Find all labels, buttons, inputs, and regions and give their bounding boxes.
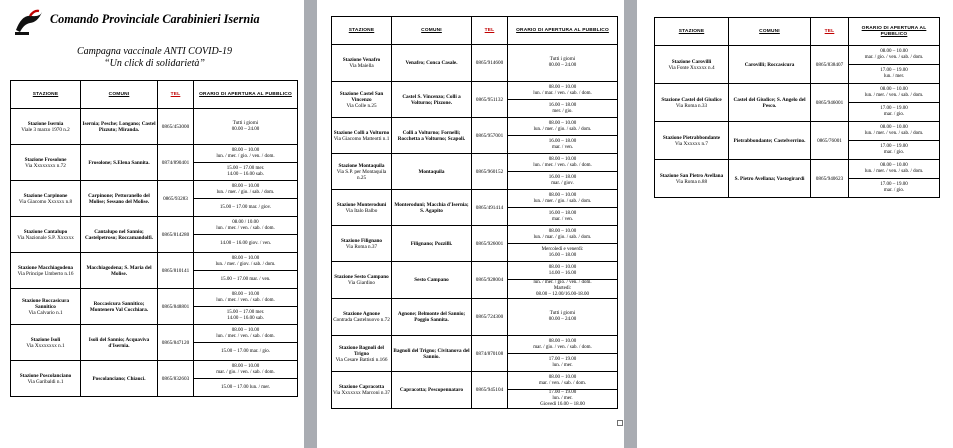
orario-cell — [508, 372, 618, 390]
orario-line: mar. / ven. / sab. / dom. — [539, 380, 586, 386]
station-address: Via Roma n.33 — [675, 102, 708, 109]
letterhead — [12, 8, 297, 72]
orario-cell — [194, 379, 298, 397]
table-row — [332, 226, 618, 244]
header-orario: ORARIO DI APERTURA AL PUBBLICO — [849, 18, 940, 46]
orario-line: 17.00 – 19.00 — [880, 106, 908, 111]
orario-cell — [194, 199, 298, 217]
station-name: Stazione Macchiagodena — [18, 264, 73, 271]
station-address: Via Maiella — [349, 63, 374, 69]
tel-cell: 0874/870108 — [472, 336, 508, 372]
station-name: Stazione Castel San Vincenzo — [339, 90, 384, 103]
orario-cell — [508, 244, 618, 262]
orario-cell — [508, 354, 618, 372]
table-row — [11, 145, 298, 163]
orario-line: lun. / mer. / ven. / sab. / dom. — [864, 93, 924, 98]
orario-cell — [508, 136, 618, 154]
station-name: Stazione Sesto Campano — [334, 274, 389, 280]
table-row — [332, 372, 618, 390]
campaign-title — [12, 46, 297, 70]
station-cell — [332, 82, 392, 118]
orario-line: lun. / mer. / gio. / sab. / dom. — [533, 126, 592, 132]
comuni-cell: Colli a Volturno; Fornelli; Rocchetta a Volturno; Scapoli. — [392, 118, 472, 154]
orario-cell — [849, 141, 940, 160]
comuni-cell: S. Pietro Avellana; Vastogirardi — [729, 160, 811, 198]
orario-line: mar. / gio. / ven. / sab. / dom. — [533, 344, 592, 350]
orario-line: mar. / gio. / ven. / sab. / dom. — [864, 55, 924, 60]
station-name: Stazione Agnone — [343, 311, 380, 317]
station-address: Via Roma n.37 — [345, 243, 378, 250]
orario-cell — [849, 160, 940, 179]
orario-line: Mercoledì e venerdì: — [541, 246, 584, 252]
table-row — [655, 84, 940, 103]
station-name: Stazione Poscolanciano — [19, 372, 72, 379]
table-row — [11, 217, 298, 235]
header-orario: ORARIO DI APERTURA AL PUBBLICO — [194, 81, 298, 109]
station-name: Stazione Montaquila — [338, 162, 385, 169]
orario-line: 14.00 – 16.00 — [548, 270, 577, 276]
orario-line: 08.00 – 10.00 — [548, 192, 577, 198]
comuni-cell: Capracotta; Pescopennataro — [392, 372, 472, 409]
station-cell — [332, 262, 392, 299]
tel-cell: 0865/491414 — [472, 190, 508, 226]
orario-line: 08.00 – 10.00 — [231, 183, 260, 189]
orario-line: 16.00 – 18.00 — [548, 102, 577, 108]
header-comuni: COMUNI — [729, 18, 811, 46]
orario-line: lun. / mer. — [552, 396, 573, 401]
tel-cell: 0865/940623 — [811, 160, 849, 198]
station-name: Stazione Cantalupo — [23, 228, 68, 235]
orario-cell — [508, 154, 618, 172]
table-row — [332, 190, 618, 208]
orario-line: 14.00 – 16.00 sab. — [227, 171, 264, 177]
tel-cell: 0865/847120 — [158, 325, 194, 361]
station-cell — [11, 109, 81, 145]
comuni-cell: Castel del Giudice; S. Angelo del Pesco. — [729, 84, 811, 122]
station-cell — [332, 154, 392, 190]
orario-line: 14.00 – 16.00 sab. — [227, 315, 264, 321]
orario-line: 08.00 – 10.00 — [231, 363, 260, 369]
orario-line: lun. / mar. / gio. / sab. / dom. — [533, 234, 592, 240]
station-name: Stazione Filignano — [340, 237, 383, 244]
campaign-line-2: “Un click di solidarietà” — [104, 58, 205, 69]
orario-line: lun. / mer. / gio. / ven. / dom. — [533, 280, 592, 285]
station-cell — [332, 372, 392, 409]
orario-cell — [849, 46, 940, 65]
station-address: Via Xxxxxx n.7 — [675, 140, 708, 147]
comuni-cell: Bagnoli del Trigno; Civitanova del Sannio. — [392, 336, 472, 372]
orario-line: lun. / mer. — [552, 362, 573, 368]
orario-cell — [508, 45, 618, 82]
document-page-1 — [0, 0, 304, 448]
tel-cell: 0865/960152 — [472, 154, 508, 190]
organization-title: Comando Provinciale Carabinieri Isernia — [50, 12, 260, 26]
header-tel: TEL — [158, 81, 194, 109]
comuni-cell: Montaquila — [392, 154, 472, 190]
orario-cell — [849, 122, 940, 141]
comuni-cell: Filignano; Pozzilli. — [392, 226, 472, 262]
station-address: Via Nazionale S.P. Xxxxxx — [17, 234, 74, 241]
station-name: Stazione Frosolone — [24, 156, 67, 163]
comuni-cell: Cantalupo nel Sannio; Castelpetroso; Roccamandolfi. — [81, 217, 158, 253]
station-name: Stazione Monteroduni — [336, 201, 387, 208]
document-page-2 — [317, 0, 624, 448]
header-orario: ORARIO DI APERTURA AL PUBBLICO — [508, 17, 618, 45]
orario-line: 15.00 – 17.00 lun. / mer. — [220, 384, 271, 390]
orario-cell — [508, 390, 618, 409]
orario-cell — [849, 179, 940, 198]
orario-cell — [508, 262, 618, 280]
station-cell — [332, 299, 392, 336]
orario-line: lun. / mer. — [883, 74, 905, 79]
station-name: Stazione Venafro — [342, 57, 381, 63]
orario-cell — [508, 82, 618, 100]
tel-cell: 0865/951132 — [472, 82, 508, 118]
station-address: Via Giardino — [348, 280, 375, 286]
orario-line: 15.00 – 17.00 mar. / gio. — [220, 348, 271, 354]
station-address: Contrada Castelnuovo n.72 — [333, 317, 390, 323]
station-name: Stazione San Pietro Avellana — [659, 172, 724, 179]
orario-cell — [508, 118, 618, 136]
orario-line: mar. / gio. / ven. / sab. / dom. — [216, 369, 275, 375]
station-name: Stazione Castel del Giudice — [661, 96, 722, 103]
table-row — [332, 154, 618, 172]
table-row — [655, 160, 940, 179]
station-cell — [655, 160, 729, 198]
station-cell — [11, 325, 81, 361]
station-cell — [11, 361, 81, 397]
orario-cell — [508, 336, 618, 354]
orario-line: lun. / mer. / gio. / ven. / dom. — [216, 153, 275, 159]
tel-cell: 0865/945104 — [472, 372, 508, 409]
orario-line: 00.00 – 24.00 — [548, 317, 577, 322]
orario-cell — [508, 299, 618, 336]
header-comuni: COMUNI — [392, 17, 472, 45]
station-name: Stazione Capracotta — [338, 384, 385, 390]
station-cell — [332, 118, 392, 154]
orario-line: mar. / gio. — [883, 188, 905, 193]
station-cell — [655, 122, 729, 160]
carabinieri-logo — [12, 8, 46, 38]
orario-cell — [849, 84, 940, 103]
tel-cell: 0865/926001 — [472, 226, 508, 262]
table-resize-handle[interactable] — [617, 420, 623, 426]
orario-cell — [194, 163, 298, 181]
tel-cell: 0865/453000 — [158, 109, 194, 145]
orario-cell — [508, 172, 618, 190]
orario-cell — [508, 190, 618, 208]
tel-cell: 0865/946001 — [811, 84, 849, 122]
table-row — [332, 118, 618, 136]
table-row — [11, 289, 298, 307]
station-address: Via Giacomo Matteotti n.1 — [333, 135, 390, 142]
orario-line: lun. / mer. / giov. / sab. / dom. — [215, 261, 276, 267]
orario-line: 15.00 – 17.00 mar. / ven. — [220, 276, 271, 282]
orario-cell — [849, 65, 940, 84]
station-name: Stazione Colli a Volturno — [333, 129, 390, 136]
orario-line: Tutti i giorni — [549, 57, 576, 62]
header-stazione: STAZIONE — [11, 81, 81, 109]
tel-cell: 0865/76001 — [811, 122, 849, 160]
station-address: Via Principe Umberto n.16 — [17, 270, 74, 277]
orario-line: 16.00 – 18.00 — [548, 174, 577, 180]
orario-line: lun. / mer. / ven. / sab. / dom. — [216, 297, 275, 303]
comuni-cell: Frosolone; S.Elena Sannita. — [81, 145, 158, 181]
station-cell — [332, 45, 392, 82]
station-address: Via Calvario n.1 — [28, 309, 63, 316]
orario-line: lun. / mer. / ven. / sab. / dom. — [216, 333, 275, 339]
station-address: Via Xxxxxxx Marconi n.37 — [332, 390, 391, 396]
station-cell — [332, 226, 392, 262]
tel-cell: 0865/814280 — [158, 217, 194, 253]
comuni-cell: Venafro; Conca Casale. — [392, 45, 472, 82]
table-row — [655, 122, 940, 141]
table-row — [11, 181, 298, 199]
comuni-cell: Carpinone; Pettoranello del Molise; Sessano del Molise. — [81, 181, 158, 217]
orario-cell — [194, 343, 298, 361]
orario-line: 08.00 – 10.00 — [548, 374, 577, 380]
station-cell — [332, 190, 392, 226]
orario-cell — [508, 100, 618, 118]
orario-line: 00.00 – 24.00 — [548, 63, 577, 68]
table-row — [655, 46, 940, 65]
table-row — [11, 361, 298, 379]
comuni-cell: Poscolanciano; Chiauci. — [81, 361, 158, 397]
orario-cell — [194, 145, 298, 163]
stations-table-page-2 — [331, 16, 618, 409]
orario-line: 16.00 – 18.00 — [548, 138, 577, 144]
orario-line: mar. / gio. — [883, 150, 905, 155]
tel-cell: 0865/724300 — [472, 299, 508, 336]
station-address: Via Xxxxxxxx n.72 — [25, 162, 66, 169]
orario-line: 16.00 – 18.00 — [548, 210, 577, 216]
station-name: Stazione Carovilli — [671, 58, 712, 65]
orario-line: mar. / ven. — [551, 144, 574, 150]
orario-line: 17.00 – 19.00 — [548, 356, 577, 362]
tel-cell: 0865/838407 — [811, 46, 849, 84]
tel-cell: 0865/928004 — [472, 262, 508, 299]
comuni-cell: Monteroduni; Macchia d'Isernia; S. Agapito — [392, 190, 472, 226]
orario-line: 08.00 – 10.00 — [548, 156, 577, 162]
orario-cell — [194, 109, 298, 145]
tel-cell: 0865/93283 — [158, 181, 194, 217]
table-row — [332, 299, 618, 336]
orario-line: Giovedì 16.00 – 18.00 — [540, 402, 585, 407]
orario-cell — [194, 217, 298, 235]
comuni-cell: Macchiagodena; S. Maria del Molise. — [81, 253, 158, 289]
orario-cell — [194, 181, 298, 199]
orario-line: 08.00 – 10.00 — [231, 327, 260, 333]
orario-line: Tutti i giorni — [232, 120, 259, 126]
orario-line: 08.00 – 10.00 — [548, 264, 577, 270]
orario-line: 17.00 – 19.00 — [548, 390, 577, 395]
orario-cell — [194, 307, 298, 325]
station-cell — [11, 253, 81, 289]
orario-line: 08.00 – 10.00 — [231, 291, 260, 297]
orario-line: 08.00 – 10.00 — [548, 338, 577, 344]
table-row — [332, 262, 618, 280]
header-stazione: STAZIONE — [332, 17, 392, 45]
table-row — [332, 336, 618, 354]
campaign-line-1: Campagna vaccinale ANTI COVID-19 — [76, 46, 233, 57]
orario-line: lun. / mer. / ven. / sab. / dom. — [864, 169, 924, 174]
tel-cell: 0865/914600 — [472, 45, 508, 82]
orario-cell — [849, 103, 940, 122]
tel-cell: 0865/848801 — [158, 289, 194, 325]
comuni-cell: Isoli del Sannio; Acquaviva d'Isernia. — [81, 325, 158, 361]
station-address: Viale 3 marzo 1970 n.2 — [21, 126, 70, 133]
table-row — [332, 82, 618, 100]
tel-cell: 0865/810141 — [158, 253, 194, 289]
station-name: Stazione Roccasicura Sannitico — [21, 297, 70, 310]
station-address: Via Fonte Xxxxxx n.4 — [668, 64, 715, 71]
orario-cell — [508, 280, 618, 299]
comuni-cell: Castel S. Vincenzo; Colli a Volturno; Pizzone. — [392, 82, 472, 118]
table-row — [11, 325, 298, 343]
orario-line: 08.00 / 10.00 — [232, 219, 259, 225]
orario-cell — [194, 253, 298, 271]
comuni-cell: Pietrabbondante; Castelverrino. — [729, 122, 811, 160]
orario-line: lun. / mer. / gio. / sab. / dom. — [533, 198, 592, 204]
orario-line: 08.00 – 10.00 — [880, 87, 908, 92]
orario-line: lun. / mer. / ven. / sab. / dom. — [216, 225, 275, 231]
comuni-cell: Roccasicura Sannitico; Montenero Val Cocchiara. — [81, 289, 158, 325]
orario-cell — [194, 325, 298, 343]
orario-line: 08.00 – 10.00 — [231, 255, 260, 261]
orario-line: 08.00 – 10.00 — [548, 120, 577, 126]
station-address: Via Colle n.25 — [346, 102, 377, 109]
station-name: Stazione Carpinone — [23, 192, 68, 199]
document-page-3 — [637, 0, 953, 448]
station-cell — [11, 289, 81, 325]
stations-table-page-3 — [654, 17, 940, 198]
orario-cell — [194, 289, 298, 307]
orario-line: mar. / ven. — [551, 216, 574, 222]
orario-line: 08.00 – 10.00 — [548, 84, 577, 90]
comuni-cell: Isernia; Pesche; Longano; Castel Pizzuto; Miranda. — [81, 109, 158, 145]
orario-line: 08.00 – 12.00/16.00-18.00 — [535, 292, 590, 297]
orario-line: 08.00 – 10.00 — [231, 147, 260, 153]
orario-line: 15.00 – 17.00 mar. / giov. — [219, 204, 272, 210]
table-row — [11, 253, 298, 271]
orario-line: lun. / mer. / gio. / sab. / dom. — [216, 189, 275, 195]
orario-line: 08.00 – 10.00 — [880, 49, 908, 54]
tel-cell: 0874/890401 — [158, 145, 194, 181]
orario-line: 08.00 – 10.00 — [548, 228, 577, 234]
station-address: Via Roma n.88 — [675, 178, 708, 185]
orario-line: 00.00 – 24.00 — [231, 126, 260, 132]
station-cell — [11, 181, 81, 217]
station-address: Via Garibaldi n.1 — [27, 378, 64, 385]
station-cell — [11, 145, 81, 181]
orario-cell — [508, 208, 618, 226]
orario-line: 17.00 – 19.00 — [880, 182, 908, 187]
station-cell — [332, 336, 392, 372]
station-address: Via Xxxxxxxx n.1 — [26, 342, 65, 349]
table-row — [11, 109, 298, 145]
orario-line: lun. / mer. / ven. / sab. / dom. — [533, 162, 592, 168]
orario-line: 08.00 – 10.00 — [880, 125, 908, 130]
header-comuni: COMUNI — [81, 81, 158, 109]
station-name: Stazione Pietrabbondante — [662, 134, 721, 141]
orario-line: 17.00 – 19.00 — [880, 144, 908, 149]
stations-table-page-1 — [10, 80, 298, 397]
station-cell — [655, 84, 729, 122]
orario-cell — [508, 226, 618, 244]
orario-line: lun. / mar. / ven. / sab. / dom. — [533, 90, 592, 96]
orario-cell — [194, 361, 298, 379]
comuni-cell: Sesto Campano — [392, 262, 472, 299]
table-row — [332, 45, 618, 82]
orario-line: 15.00 – 17.00 mer. — [226, 309, 265, 315]
orario-line: Martedì: — [553, 286, 572, 291]
station-name: Stazione Isernia — [27, 120, 64, 127]
orario-line: Tutti i giorni — [549, 311, 576, 316]
orario-line: mar. / gio. — [883, 112, 905, 117]
header-tel: TEL — [472, 17, 508, 45]
orario-line: mer. / gio. — [552, 108, 573, 114]
header-stazione: STAZIONE — [655, 18, 729, 46]
tel-cell: 0865/957001 — [472, 118, 508, 154]
orario-line: 16.00 – 18.00 — [548, 252, 577, 258]
comuni-cell: Carovilli; Roccasicura — [729, 46, 811, 84]
orario-line: 17.00 – 19.00 — [880, 68, 908, 73]
orario-cell — [194, 271, 298, 289]
orario-line: lun. / mer. / ven. / sab. / dom. — [864, 131, 924, 136]
station-address: Via Giacomo Xxxxxx n.8 — [18, 198, 73, 205]
orario-line: 08.00 – 10.00 — [880, 163, 908, 168]
orario-line: 14.00 – 16.00 giov. / ven. — [220, 240, 271, 246]
orario-line: 15.00 – 17.00 mer. — [226, 165, 265, 171]
station-name: Stazione Bagnoli del Trigno — [339, 344, 384, 357]
station-address: Via Italo Balbo — [345, 207, 378, 214]
station-address: Via S.P. per Montaquila n.25 — [336, 168, 387, 181]
station-cell — [655, 46, 729, 84]
orario-line: mar. / giov. — [551, 180, 574, 186]
orario-cell — [194, 235, 298, 253]
station-name: Stazione Isoli — [30, 336, 61, 343]
header-tel: TEL — [811, 18, 849, 46]
station-cell — [11, 217, 81, 253]
comuni-cell: Agnone; Belmonte del Sannio; Poggio Sannita. — [392, 299, 472, 336]
tel-cell: 0865/832603 — [158, 361, 194, 397]
station-address: Via Cesare Battisti n.166 — [335, 356, 388, 363]
